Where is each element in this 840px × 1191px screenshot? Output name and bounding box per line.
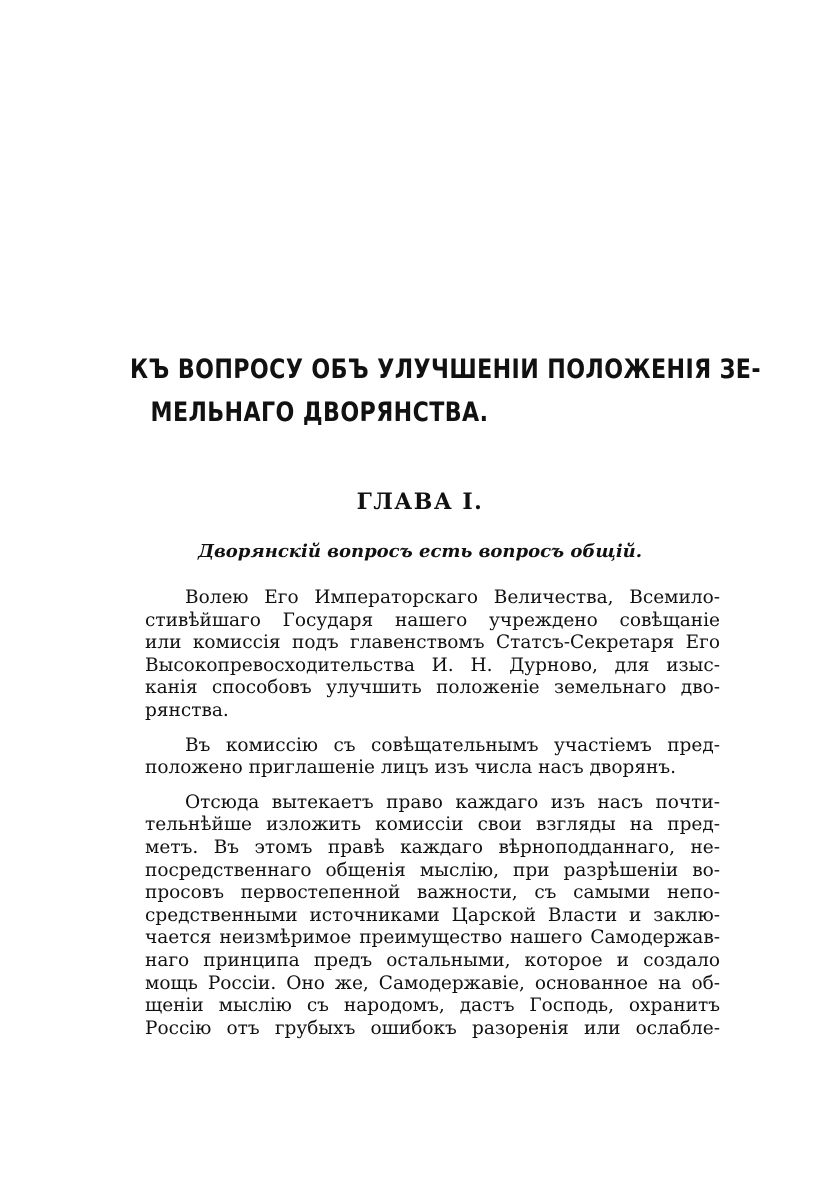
text-line: мощь Россіи. Оно же, Самодержавіе, основанное на об-: [145, 972, 720, 994]
text-line: тельнѣйше изложить комиссіи свои взгляды на пред-: [145, 814, 720, 836]
text-line: или комиссія подъ главенствомъ Статсъ-Секретаря Его: [145, 632, 720, 654]
text-line: рянства.: [145, 699, 229, 721]
paragraph: [145, 587, 720, 723]
text-line: положено приглашеніе лицъ изъ числа насъ дворянъ.: [145, 757, 676, 779]
text-line: щеніи мыслію съ народомъ, дастъ Господь, охранитъ: [145, 995, 720, 1017]
main-title: [130, 348, 761, 434]
text-line: наго принципа предъ остальными, которое и создало: [145, 949, 720, 971]
text-line: просовъ первостепенной важности, съ самыми непо-: [145, 882, 720, 904]
main-title-line-1: КЪ ВОПРОСУ ОБЪ УЛУЧШЕНІИ ПОЛОЖЕНІЯ ЗЕ-: [130, 354, 761, 385]
text-line: посредственнаго общенія мыслію, при разрѣшеніи во-: [145, 859, 720, 881]
text-line: Въ комиссію съ совѣщательнымъ участіемъ пред-: [185, 734, 720, 756]
text-line: Отсюда вытекаетъ право каждаго изъ насъ почти-: [185, 791, 720, 813]
body-text: [145, 587, 720, 1052]
text-line: чается неизмѣримое преимущество нашего Самодержав-: [145, 927, 720, 949]
paragraph: [145, 735, 720, 780]
text-line: канія способовъ улучшить положеніе земельнаго дво-: [145, 677, 720, 699]
text-line: метъ. Въ этомъ правѣ каждаго вѣрноподданнаго, не-: [145, 836, 720, 858]
text-line: Высокопревосходительства И. Н. Дурново, для изыс-: [145, 654, 720, 676]
paragraph: [145, 792, 720, 1041]
text-line: Россію отъ грубыхъ ошибокъ разоренія или ослабле-: [145, 1017, 720, 1039]
main-title-line-2: МЕЛЬНАГО ДВОРЯНСТВА.: [150, 397, 489, 428]
text-line: средственными источниками Царской Власти и заклю-: [145, 904, 720, 926]
text-line: Волею Его Императорскаго Величества, Всемило-: [185, 587, 720, 608]
text-line: стивѣйшаго Государя нашего учреждено совѣщаніе: [145, 609, 720, 631]
chapter-heading: ГЛАВА I.: [356, 489, 484, 515]
chapter-subtitle: Дворянскій вопросъ есть вопросъ общій.: [197, 541, 643, 562]
